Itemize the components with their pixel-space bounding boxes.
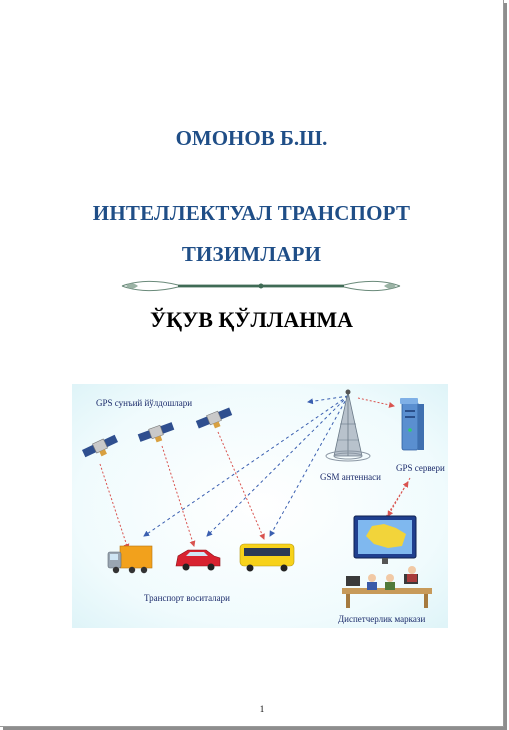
document-subtitle: ЎҚУВ ҚЎЛЛАНМА <box>150 307 353 332</box>
server-label: GPS сервери <box>396 463 445 473</box>
its-diagram <box>72 384 448 628</box>
decorative-divider <box>118 278 404 294</box>
gps-server-icon <box>400 398 424 450</box>
author-name: ОМОНОВ Б.Ш. <box>175 126 328 150</box>
vehicles-label: Транспорт воситалари <box>144 593 230 603</box>
dispatch-label: Диспетчерлик маркази <box>338 614 426 624</box>
title-line-2: ТИЗИМЛАРИ <box>181 242 322 266</box>
page-number: 1 <box>259 704 265 714</box>
antenna-label: GSM антеннаси <box>320 472 381 482</box>
title-line-1: ИНТЕЛЛЕКТУАЛ ТРАНСПОРТ <box>92 201 411 225</box>
satellites-label: GPS сунъий йўлдошлари <box>96 398 193 408</box>
map-display-icon <box>354 516 416 564</box>
